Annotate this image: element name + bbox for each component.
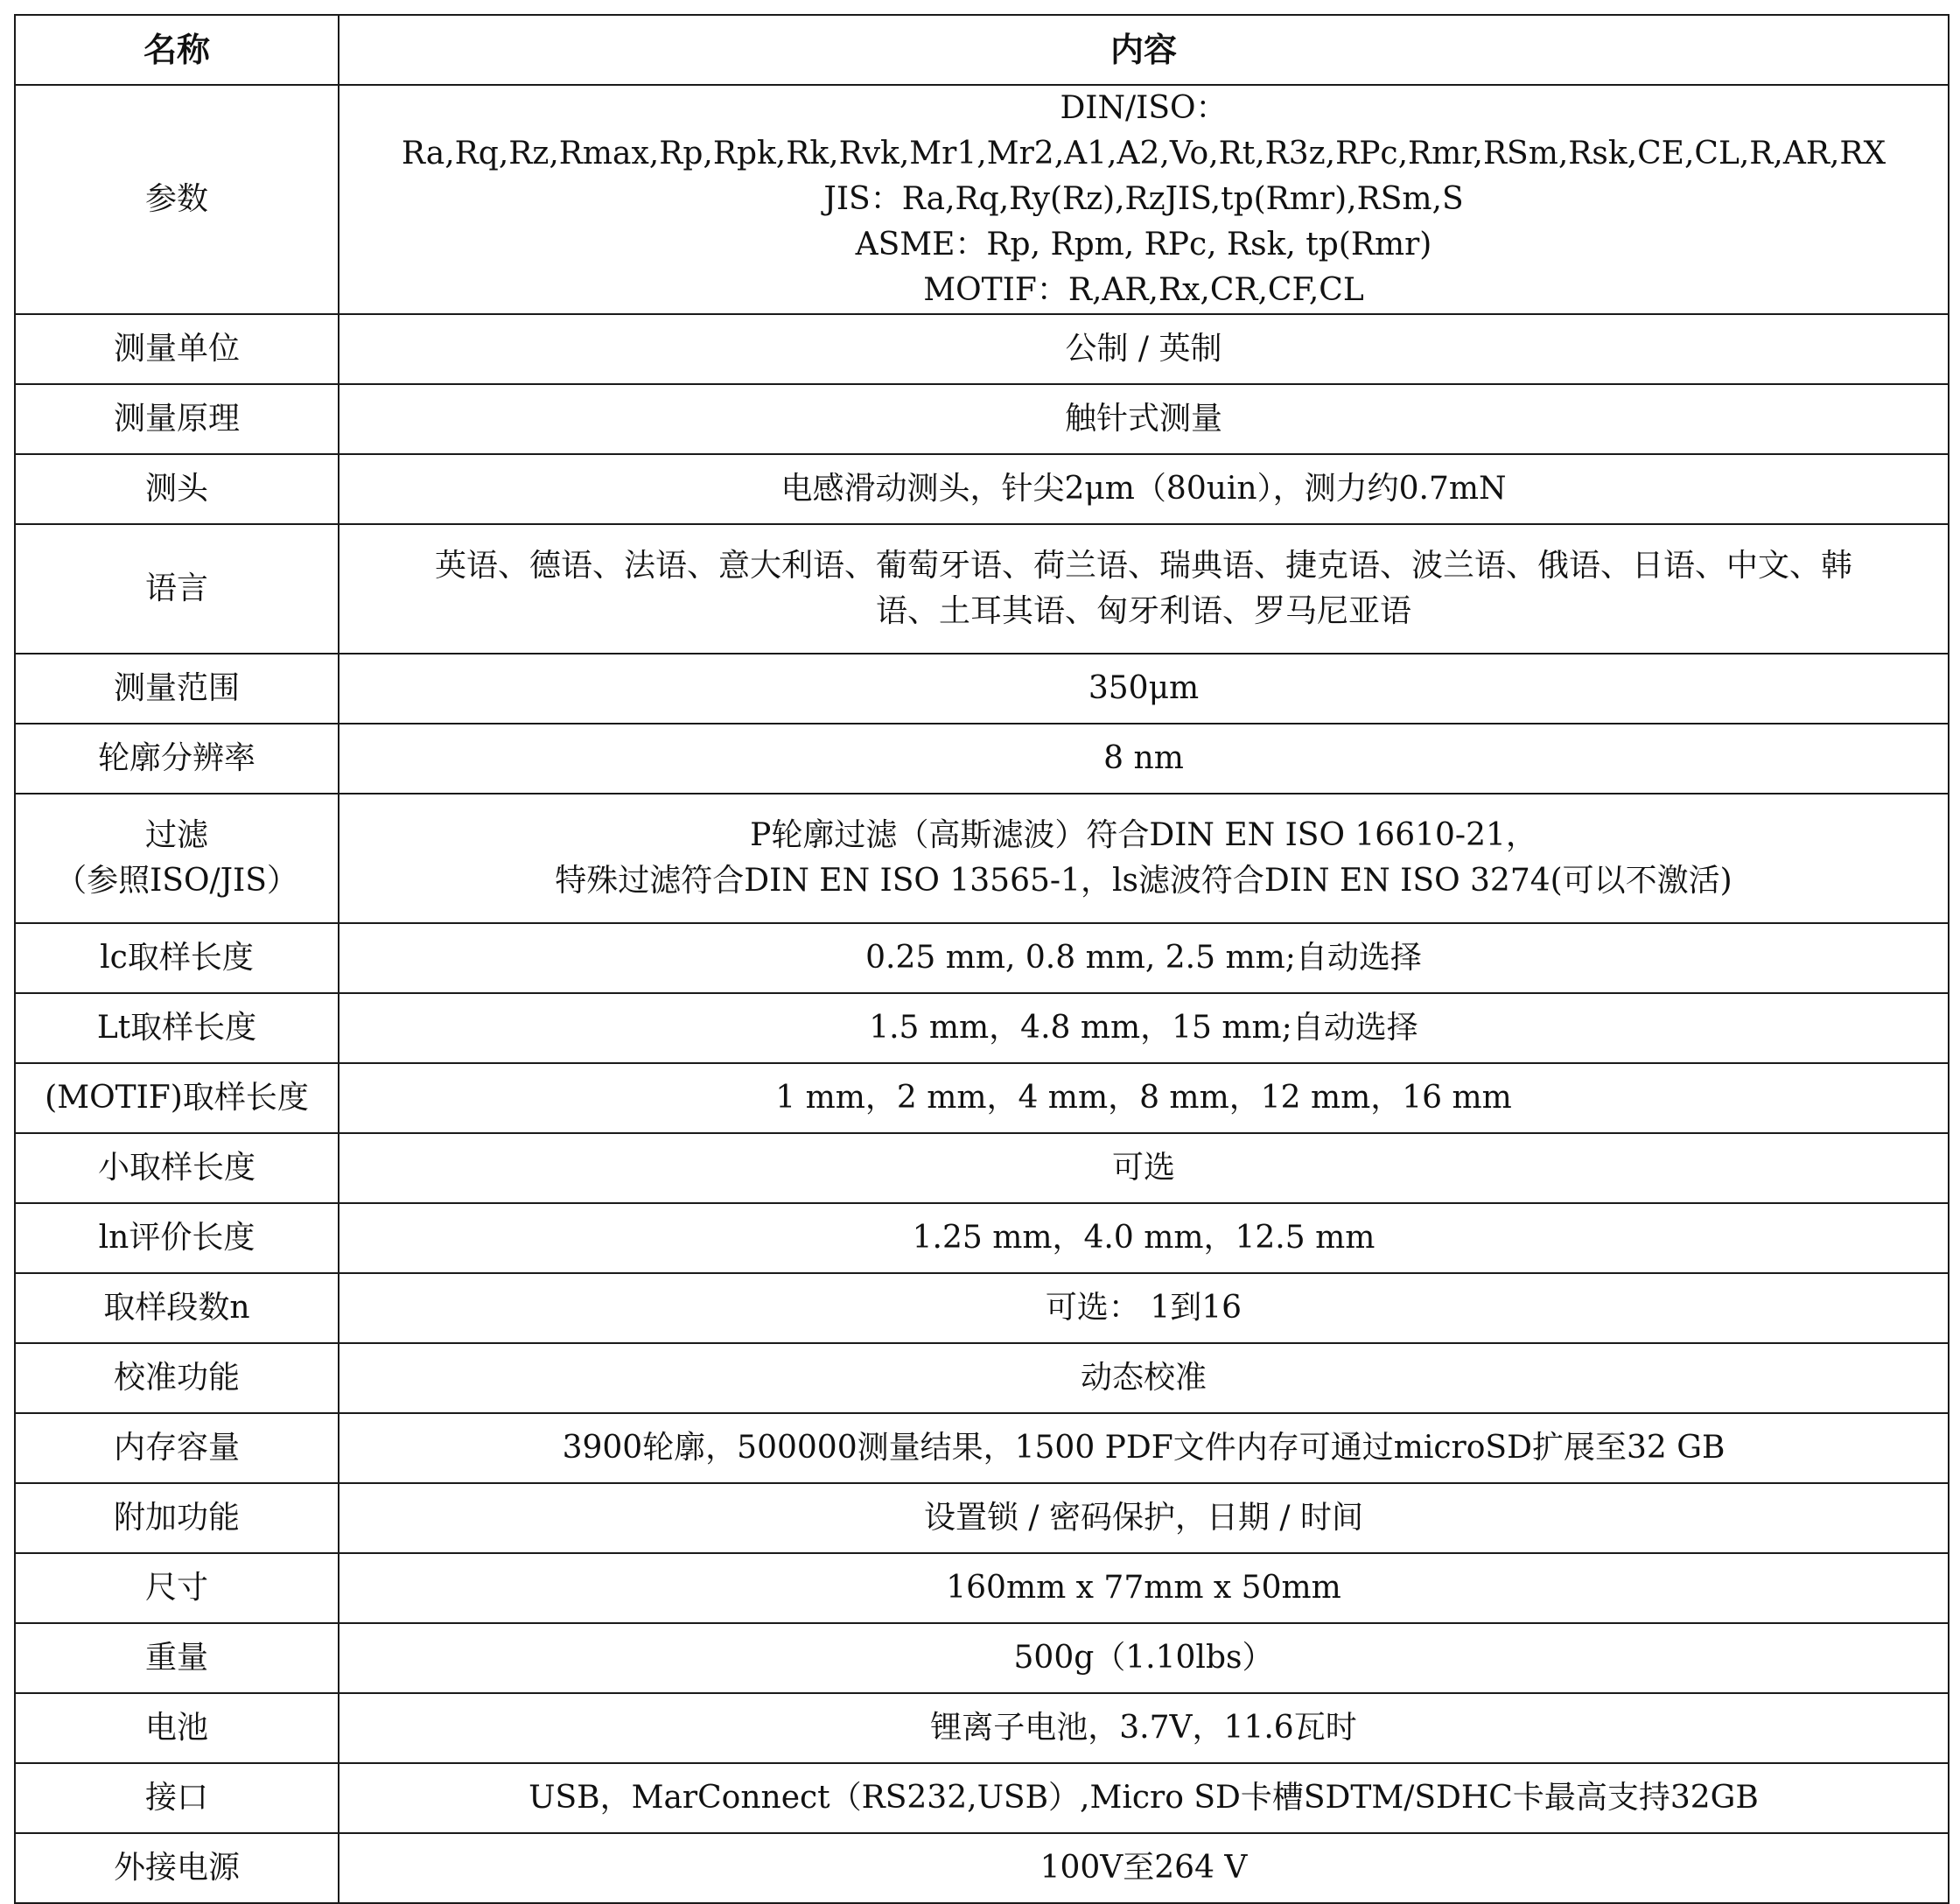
content-line: MOTIF：R,AR,Rx,CR,CF,CL [923, 272, 1364, 308]
row-content-cell [339, 314, 1949, 384]
table-row [15, 85, 1949, 314]
content-line: JIS：Ra,Rq,Ry(Rz),RzJIS,tp(Rmr),RSm,S [823, 181, 1464, 217]
row-content-cell [339, 85, 1949, 314]
row-content-cell [339, 1063, 1949, 1133]
table-row [15, 1343, 1949, 1413]
row-name-cell: 测量范围 [15, 654, 339, 724]
table-row [15, 1553, 1949, 1623]
table-row [15, 1273, 1949, 1343]
content-line: 设置锁 / 密码保护，日期 / 时间 [923, 1500, 1364, 1536]
content-line: 语、土耳其语、匈牙利语、罗马尼亚语 [875, 593, 1411, 629]
content-line: 160mm x 77mm x 50mm [946, 1570, 1341, 1606]
row-name-cell: 校准功能 [15, 1343, 339, 1413]
row-name-cell: 重量 [15, 1623, 339, 1693]
row-content-cell [339, 1413, 1949, 1483]
row-name-cell: ln评价长度 [15, 1203, 339, 1273]
row-content-cell [339, 1763, 1949, 1833]
row-name-cell: 参数 [15, 85, 339, 314]
content-line: 锂离子电池，3.7V，11.6瓦时 [930, 1710, 1357, 1746]
table-row [15, 454, 1949, 524]
content-line: 500g（1.10lbs） [1013, 1640, 1274, 1676]
row-content-cell [339, 794, 1949, 923]
header-content: 内容 [339, 15, 1949, 85]
row-name-cell: 电池 [15, 1693, 339, 1763]
row-content-cell [339, 1133, 1949, 1203]
table-row [15, 384, 1949, 454]
table-row [15, 1133, 1949, 1203]
header-name: 名称 [15, 15, 339, 85]
table-row [15, 1833, 1949, 1903]
row-name-cell: Lt取样长度 [15, 993, 339, 1063]
content-line: DIN/ISO：Ra,Rq,Rz,Rmax,Rp,Rpk,Rk,Rvk,Mr1,Mr2,A1,A2,Vo,Rt,R3z,RPc,Rmr,RSm,Rsk,CE,CL,R,AR,RX [401, 90, 1886, 172]
table-row [15, 923, 1949, 993]
table-row [15, 524, 1949, 654]
row-name-cell: 过滤 （参照ISO/JIS） [15, 794, 339, 923]
row-content-cell [339, 654, 1949, 724]
row-content-cell [339, 923, 1949, 993]
table-row [15, 794, 1949, 923]
content-line: 1.25 mm，4.0 mm，12.5 mm [912, 1220, 1376, 1256]
content-line: 100V至264 V [1040, 1850, 1248, 1886]
table-body [15, 85, 1949, 1903]
content-line: ASME：Rp, Rpm, RPc, Rsk, tp(Rmr) [855, 227, 1432, 262]
table-row [15, 724, 1949, 794]
row-name-cell: 附加功能 [15, 1483, 339, 1553]
row-name-cell: 小取样长度 [15, 1133, 339, 1203]
row-content-cell [339, 1343, 1949, 1413]
table-header-row [15, 15, 1949, 85]
table-row [15, 1063, 1949, 1133]
row-content-cell [339, 524, 1949, 654]
content-line: 1 mm，2 mm，4 mm，8 mm，12 mm，16 mm [775, 1080, 1512, 1116]
row-content-cell [339, 1273, 1949, 1343]
content-line: 0.25 mm, 0.8 mm, 2.5 mm;自动选择 [865, 940, 1422, 976]
row-name-cell: 语言 [15, 524, 339, 654]
table-row [15, 993, 1949, 1063]
table-row [15, 1413, 1949, 1483]
row-name-cell: 测头 [15, 454, 339, 524]
content-line: 可选： 1到16 [1045, 1290, 1242, 1326]
content-line: 触针式测量 [1064, 401, 1222, 437]
row-content-cell [339, 1553, 1949, 1623]
row-name-cell: 尺寸 [15, 1553, 339, 1623]
table-row [15, 314, 1949, 384]
row-name-cell: lc取样长度 [15, 923, 339, 993]
spec-table [14, 14, 1950, 1904]
content-line: 电感滑动测头，针尖2μm（80uin），测力约0.7mN [780, 471, 1507, 507]
row-content-cell [339, 993, 1949, 1063]
row-content-cell [339, 454, 1949, 524]
table-row [15, 654, 1949, 724]
row-content-cell [339, 1203, 1949, 1273]
table-row [15, 1763, 1949, 1833]
content-line: 1.5 mm，4.8 mm，15 mm;自动选择 [869, 1010, 1418, 1046]
row-name-cell: 接口 [15, 1763, 339, 1833]
content-line: USB，MarConnect（RS232,USB）,Micro SD卡槽SDTM/SDHC卡最高支持32GB [528, 1780, 1759, 1816]
content-line: 可选 [1111, 1150, 1175, 1186]
row-name-cell: 轮廓分辨率 [15, 724, 339, 794]
content-line: 英语、德语、法语、意大利语、葡萄牙语、荷兰语、瑞典语、捷克语、波兰语、俄语、日语、中文、韩 [434, 548, 1852, 584]
table-row [15, 1623, 1949, 1693]
row-name-cell: 外接电源 [15, 1833, 339, 1903]
content-line: 动态校准 [1080, 1360, 1207, 1396]
row-content-cell [339, 1693, 1949, 1763]
row-name-cell: (MOTIF)取样长度 [15, 1063, 339, 1133]
content-line: 3900轮廓，500000测量结果，1500 PDF文件内存可通过microSD扩展至32 GB [562, 1430, 1726, 1466]
content-line: 8 nm [1103, 740, 1184, 776]
content-line: 特殊过滤符合DIN EN ISO 13565-1，ls滤波符合DIN EN ISO 3274(可以不激活) [555, 863, 1732, 899]
content-line: 公制 / 英制 [1065, 331, 1222, 367]
row-name-cell: 内存容量 [15, 1413, 339, 1483]
table-row [15, 1693, 1949, 1763]
row-name-cell: 测量单位 [15, 314, 339, 384]
table-row [15, 1203, 1949, 1273]
row-content-cell [339, 1833, 1949, 1903]
row-content-cell [339, 1623, 1949, 1693]
table-row [15, 1483, 1949, 1553]
content-line: P轮廓过滤（高斯滤波）符合DIN EN ISO 16610-21， [750, 817, 1537, 853]
row-content-cell [339, 1483, 1949, 1553]
row-content-cell [339, 384, 1949, 454]
row-content-cell [339, 724, 1949, 794]
row-name-cell: 测量原理 [15, 384, 339, 454]
row-name-cell: 取样段数n [15, 1273, 339, 1343]
content-line: 350μm [1088, 670, 1200, 706]
